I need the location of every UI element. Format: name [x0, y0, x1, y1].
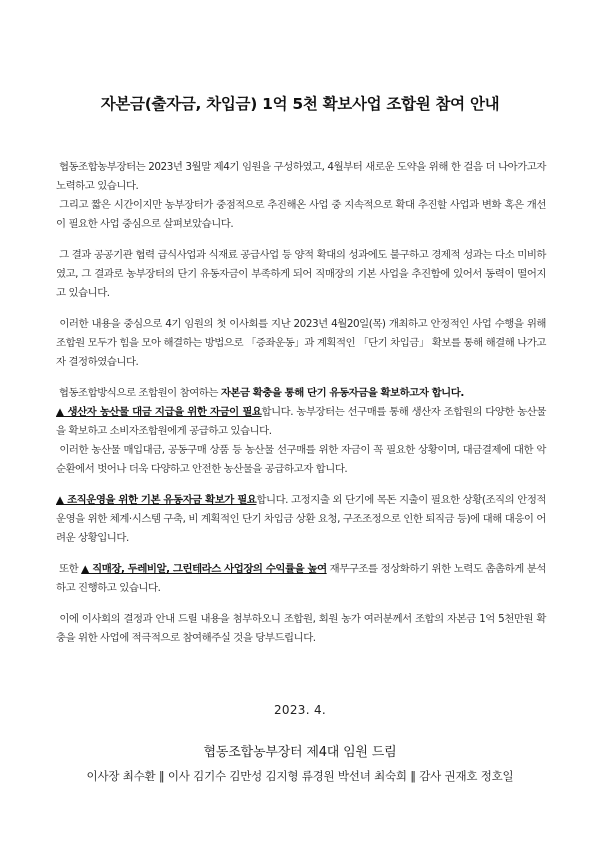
- spacer: [56, 372, 546, 384]
- document-date: 2023. 4.: [273, 703, 327, 717]
- signature-organization: 협동조합농부장터 제4대 임원 드림: [203, 745, 397, 760]
- operating-funds-bold: ▲ 조직운영을 위한 기본 유동자금 확보가 필요: [56, 494, 257, 506]
- paragraph-request: [56, 610, 546, 648]
- profitability-pre: 또한: [59, 563, 82, 575]
- paragraph-review: [56, 196, 546, 234]
- profitability-bold: ▲ 직매장, 두레비알, 그린테라스 사업장의 수익률을 높여: [81, 563, 327, 575]
- paragraph-review-text: 그리고 짧은 시간이지만 농부장터가 중점적으로 추진해온 사업 중 지속적으로 확대 추진할 사업과 변화 혹은 개선이 필요한 사업 중심으로 살펴보았습니다.: [56, 199, 546, 230]
- producer-funds-bold: ▲ 생산자 농산물 대금 지급을 위한 자금이 필요: [56, 406, 262, 418]
- paragraph-result: [56, 246, 546, 303]
- paragraph-board-decision-text: 이러한 내용을 중심으로 4기 임원의 첫 이사회를 지난 2023년 4월20일(목) 개최하고 안정적인 사업 수행을 위해 조합원 모두가 힘을 모아 해결하는 방법으로 「증좌운동」과 계획적인 「단기 차입금」 확보를 통해 해결해 나가고자 결정하였습니다.: [56, 318, 546, 368]
- paragraph-operating-funds: [56, 491, 546, 548]
- spacer: [56, 479, 546, 491]
- paragraph-intro-text: 협동조합농부장터는 2023년 3월말 제4기 임원을 구성하였고, 4월부터 새로운 도약을 위해 한 걸음 더 나아가고자 노력하고 있습니다.: [56, 161, 547, 192]
- capital-goal-bold: 자본금 확충을 통해 단기 유동자금을 확보하고자 합니다.: [220, 387, 464, 399]
- spacer: [56, 234, 546, 246]
- paragraph-profitability: [56, 560, 546, 598]
- paragraph-request-text: 이에 이사회의 결정과 안내 드릴 내용을 첨부하오니 조합원, 회원 농가 여러분께서 조합의 자본금 1억 5천만원 확충을 위한 사업에 적극적으로 참여해주실 것을 당부드립니다.: [56, 613, 546, 644]
- operating-funds-rest: 합니다. 고정지출 외 단기에 목돈 지출이 필요한 상황(조직의 안정적 운영을 위한 체계·시스템 구축, 비 계획적인 단기 차입금 상환 요청, 구조조정으로 인한 퇴직금 등)에 대해 대응이 어려운 상황입니다.: [56, 494, 547, 544]
- paragraph-producer-funds: [56, 403, 546, 441]
- purchase-funds-text: 이러한 농산물 매입대금, 공동구매 상품 등 농산물 선구매를 위한 자금이 꼭 필요한 상황이며, 대금결제에 대한 악순환에서 벗어나 더욱 다양하고 안전한 농산물을 공급하고자 합니다.: [56, 444, 546, 475]
- spacer: [56, 548, 546, 560]
- profitability-rest: 재무구조를 정상화하기 위한 노력도 촘촘하게 분석하고 진행하고 있습니다.: [56, 563, 546, 594]
- signature-members: 이사장 최수환 ‖ 이사 김기수 김만성 김지형 류경원 박선녀 최숙희 ‖ 감사 권재호 정호일: [86, 769, 514, 783]
- paragraph-purchase-funds: [56, 441, 546, 479]
- capital-goal-intro: 협동조합방식으로 조합원이 참여하는: [58, 387, 221, 399]
- paragraph-board-decision: [56, 315, 546, 372]
- paragraph-intro: [56, 158, 546, 196]
- spacer: [56, 598, 546, 610]
- paragraph-capital-goal: [56, 384, 546, 403]
- document-title: 자본금(출자금, 차입금) 1억 5천 확보사업 조합원 참여 안내: [100, 95, 500, 113]
- document-body: [56, 158, 546, 648]
- producer-funds-rest: 합니다. 농부장터는 선구매를 통해 생산자 조합원의 다양한 농산물을 확보하고 소비자조합원에게 공급하고 있습니다.: [56, 406, 546, 437]
- spacer: [56, 303, 546, 315]
- paragraph-result-text: 그 결과 공공기관 협력 급식사업과 식재료 공급사업 등 양적 확대의 성과에도 불구하고 경제적 성과는 다소 미비하였고, 그 결과로 농부장터의 단기 유동자금이 부족하게 되어 직매장의 기본 사업을 추진함에 있어서 동력이 떨어지고 있습니다.: [56, 249, 546, 299]
